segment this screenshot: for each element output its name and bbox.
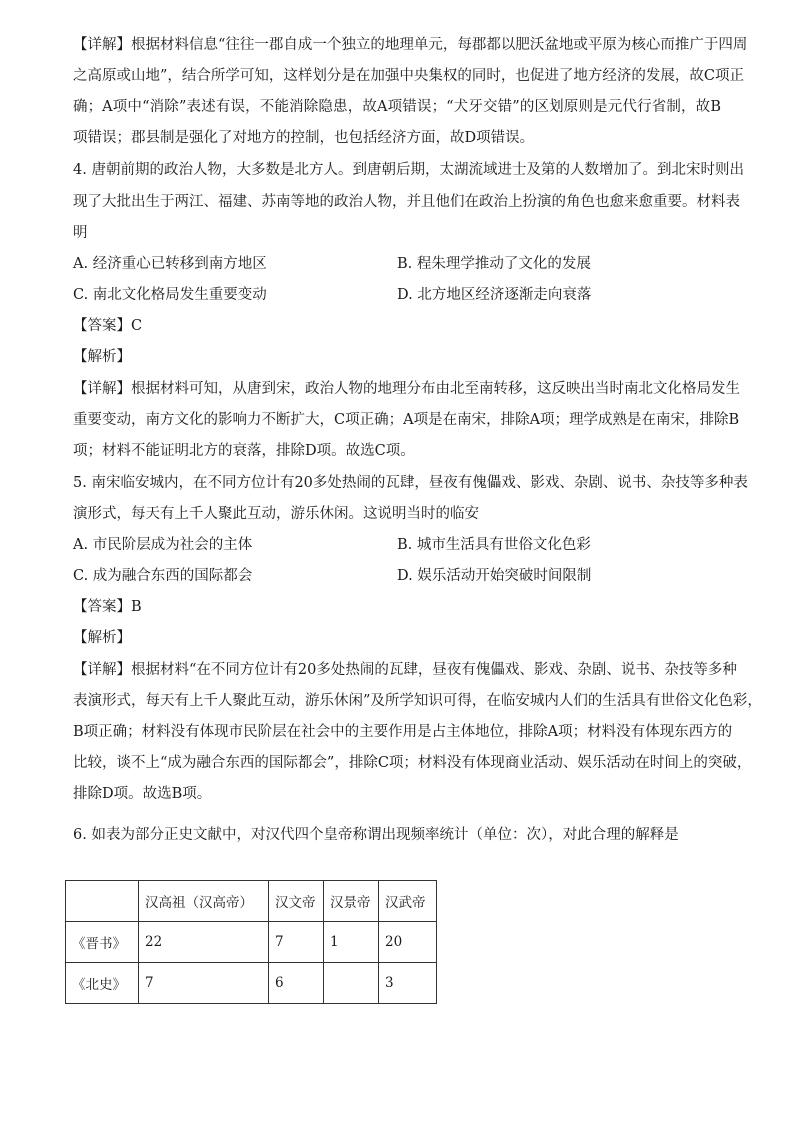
q5-detail-line: 排除D项。故选B项。 [73, 786, 212, 802]
table-cell: 7 [139, 963, 269, 1004]
q4-option-c[interactable]: C. 南北文化格局发生重要变动 [73, 287, 267, 303]
table-header-row [66, 881, 437, 922]
q3-detail-line: 【详解】根据材料信息“往往一郡自成一个独立的地理单元，每郡都以肥沃盆地或平原为核心而推广于四周 [73, 37, 748, 53]
table-header-cell: 汉高祖（汉高帝） [139, 881, 269, 922]
q4-option-b[interactable]: B. 程朱理学推动了文化的发展 [397, 256, 591, 272]
q4-stem-line: 明 [73, 225, 88, 241]
q4-detail-line: 项；材料不能证明北方的衰落，排除D项。故选C项。 [73, 443, 415, 459]
q4-answer: 【答案】C [73, 318, 143, 334]
table-cell: 《晋书》 [66, 922, 139, 963]
q4-stem-line: 4. 唐朝前期的政治人物，大多数是北方人。到唐朝后期，太湖流域进士及第的人数增加了。到北宋时则出 [73, 162, 744, 178]
q5-option-c[interactable]: C. 成为融合东西的国际都会 [73, 568, 253, 584]
q5-analysis-label: 【解析】 [73, 630, 131, 646]
q5-detail-line: 比较，谈不上“成为融合东西的国际都会”，排除C项；材料没有体现商业活动、娱乐活动在时间上的突破， [73, 755, 752, 771]
table-header-cell [66, 881, 139, 922]
frequency-table [65, 880, 437, 1004]
q4-option-a[interactable]: A. 经济重心已转移到南方地区 [73, 256, 267, 272]
table-row [66, 922, 437, 963]
table-header-cell: 汉景帝 [324, 881, 379, 922]
q4-analysis-label: 【解析】 [73, 349, 131, 365]
q5-option-a[interactable]: A. 市民阶层成为社会的主体 [73, 537, 253, 553]
q4-stem-line: 现了大批出生于两江、福建、苏南等地的政治人物，并且他们在政治上扮演的角色也愈来愈重要。材料表 [73, 194, 740, 210]
q4-option-d[interactable]: D. 北方地区经济逐渐走向衰落 [397, 287, 592, 303]
q5-option-b[interactable]: B. 城市生活具有世俗文化色彩 [397, 537, 591, 553]
table-cell: 20 [379, 922, 437, 963]
q5-detail-line: 表演形式，每天有上千人聚此互动，游乐休闲”及所学知识可得，在临安城内人们的生活具有世俗文化色彩， [73, 693, 762, 709]
table-cell: 《北史》 [66, 963, 139, 1004]
table-header-cell: 汉文帝 [269, 881, 324, 922]
table-cell: 7 [269, 922, 324, 963]
table-cell: 1 [324, 922, 379, 963]
q4-detail-line: 【详解】根据材料可知，从唐到宋，政治人物的地理分布由北至南转移，这反映出当时南北文化格局发生 [73, 381, 740, 397]
q5-stem-line: 演形式，每天有上千人聚此互动，游乐休闲。这说明当时的临安 [73, 506, 479, 522]
table-header-cell: 汉武帝 [379, 881, 437, 922]
q3-detail-line: 确；A项中“消除”表述有误，不能消除隐患，故A项错误；“犬牙交错”的区划原则是元代行省制，故B [73, 99, 721, 115]
q3-detail-line: 之高原或山地”，结合所学可知，这样划分是在加强中央集权的同时，也促进了地方经济的发展，故C项正 [73, 68, 745, 84]
q3-detail-line: 项错误；郡县制是强化了对地方的控制，也包括经济方面，故D项错误。 [73, 130, 535, 146]
table-cell: 22 [139, 922, 269, 963]
table-cell: 3 [379, 963, 437, 1004]
q5-option-d[interactable]: D. 娱乐活动开始突破时间限制 [397, 568, 592, 584]
q5-stem-line: 5. 南宋临安城内，在不同方位计有20多处热闹的瓦肆，昼夜有傀儡戏、影戏、杂剧、说书、杂技等多种表 [73, 475, 748, 491]
table-cell: 6 [269, 963, 324, 1004]
q4-detail-line: 重要变动，南方文化的影响力不断扩大，C项正确；A项是在南宋，排除A项；理学成熟是在南宋，排除B [73, 412, 740, 428]
table-row [66, 963, 437, 1004]
q5-detail-line: B项正确；材料没有体现市民阶层在社会中的主要作用是占主体地位，排除A项；材料没有体现东西方的 [73, 724, 733, 740]
table-cell [324, 963, 379, 1004]
q5-detail-line: 【详解】根据材料“在不同方位计有20多处热闹的瓦肆，昼夜有傀儡戏、影戏、杂剧、说书、杂技等多种 [73, 662, 737, 678]
q5-answer: 【答案】B [73, 599, 142, 615]
q6-stem: 6. 如表为部分正史文献中，对汉代四个皇帝称谓出现频率统计（单位：次），对此合理的解释是 [73, 827, 679, 843]
